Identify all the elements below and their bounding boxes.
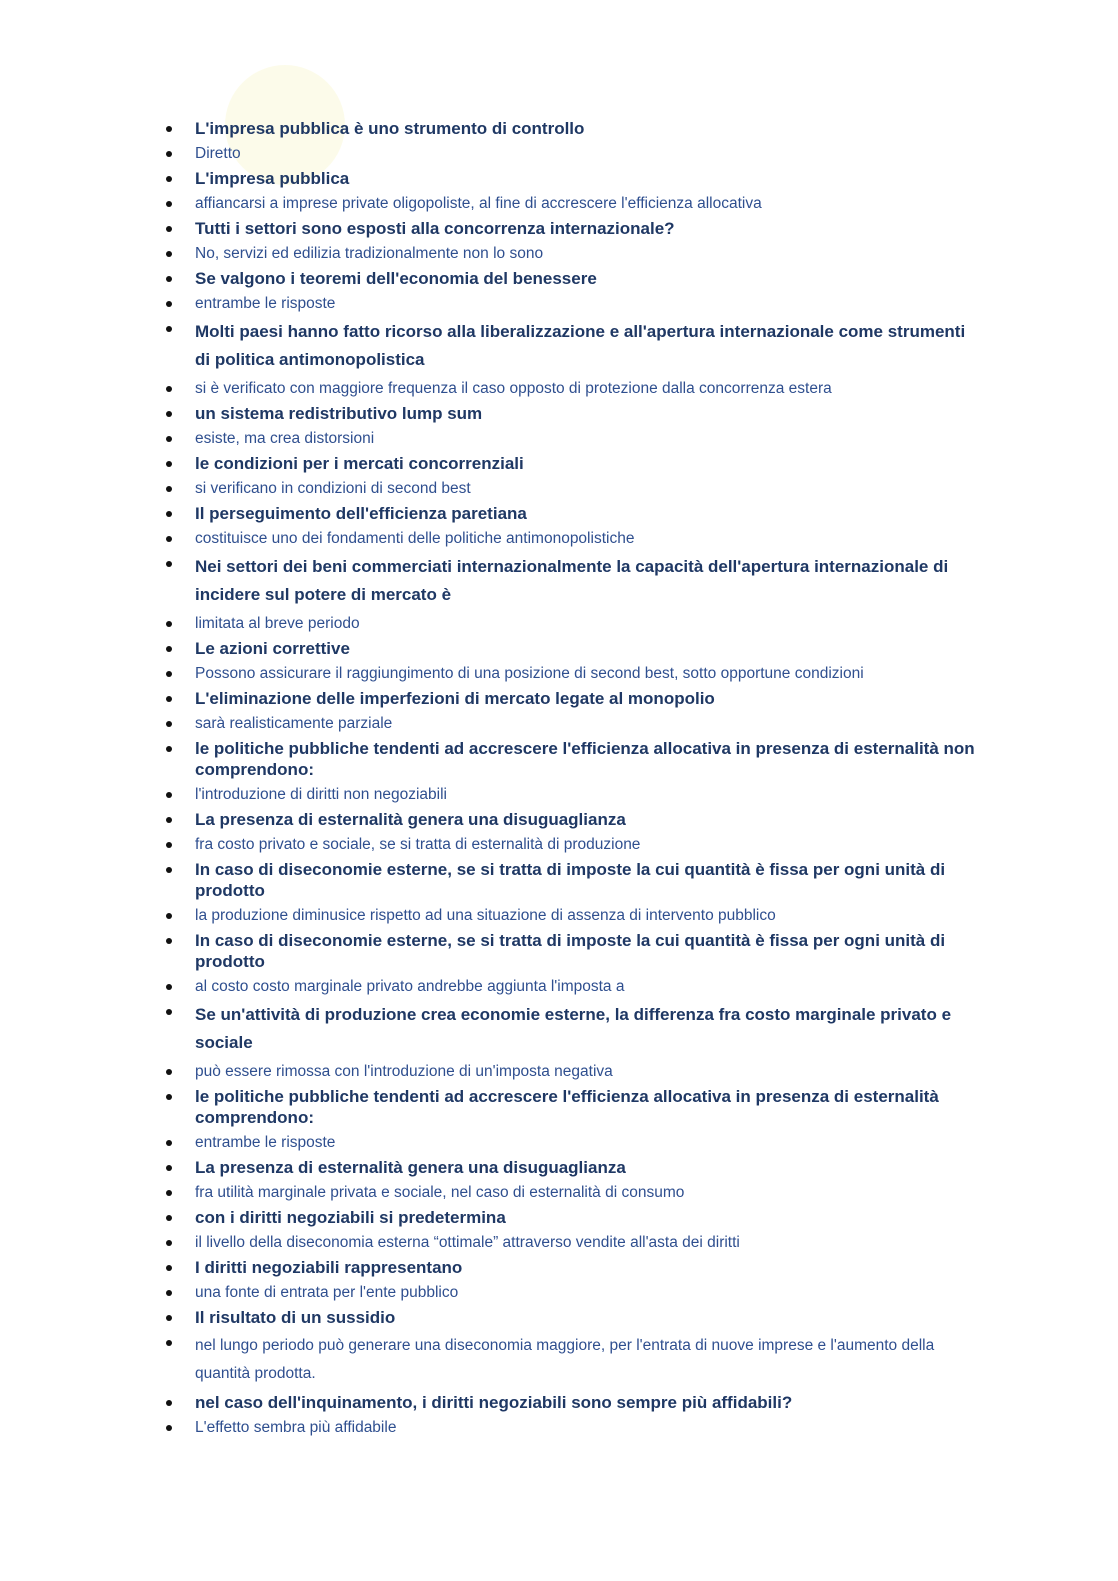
answer-item: limitata al breve periodo bbox=[160, 613, 980, 634]
question-item: Nei settori dei beni commerciati internazionalmente la capacità dell'apertura internazionale di incidere sul potere di mercato è bbox=[160, 553, 980, 609]
answer-item: si è verificato con maggiore frequenza il caso opposto di protezione dalla concorrenza estera bbox=[160, 378, 980, 399]
question-item: Il risultato di un sussidio bbox=[160, 1307, 980, 1328]
answer-item: Diretto bbox=[160, 143, 980, 164]
question-item: I diritti negoziabili rappresentano bbox=[160, 1257, 980, 1278]
question-item: le condizioni per i mercati concorrenziali bbox=[160, 453, 980, 474]
answer-item: nel lungo periodo può generare una diseconomia maggiore, per l'entrata di nuove imprese e l'aumento della quantità prodotta. bbox=[160, 1332, 980, 1388]
answer-item: L'effetto sembra più affidabile bbox=[160, 1417, 980, 1438]
answer-item: una fonte di entrata per l'ente pubblico bbox=[160, 1282, 980, 1303]
answer-item: l'introduzione di diritti non negoziabili bbox=[160, 784, 980, 805]
answer-item: Possono assicurare il raggiungimento di una posizione di second best, sotto opportune condizioni bbox=[160, 663, 980, 684]
question-item: L'impresa pubblica è uno strumento di controllo bbox=[160, 118, 980, 139]
answer-item: entrambe le risposte bbox=[160, 1132, 980, 1153]
question-item: un sistema redistributivo lump sum bbox=[160, 403, 980, 424]
question-item: In caso di diseconomie esterne, se si tratta di imposte la cui quantità è fissa per ogni unità di prodotto bbox=[160, 859, 980, 901]
question-item: Il perseguimento dell'efficienza paretiana bbox=[160, 503, 980, 524]
question-item: L'impresa pubblica bbox=[160, 168, 980, 189]
qa-list bbox=[160, 118, 980, 1442]
answer-item: il livello della diseconomia esterna “ottimale” attraverso vendite all'asta dei diritti bbox=[160, 1232, 980, 1253]
question-item: La presenza di esternalità genera una disuguaglianza bbox=[160, 1157, 980, 1178]
answer-item: la produzione diminusice rispetto ad una situazione di assenza di intervento pubblico bbox=[160, 905, 980, 926]
question-item: nel caso dell'inquinamento, i diritti negoziabili sono sempre più affidabili? bbox=[160, 1392, 980, 1413]
answer-item: può essere rimossa con l'introduzione di un'imposta negativa bbox=[160, 1061, 980, 1082]
question-item: La presenza di esternalità genera una disuguaglianza bbox=[160, 809, 980, 830]
question-item: Le azioni correttive bbox=[160, 638, 980, 659]
question-item: Tutti i settori sono esposti alla concorrenza internazionale? bbox=[160, 218, 980, 239]
answer-item: fra utilità marginale privata e sociale, nel caso di esternalità di consumo bbox=[160, 1182, 980, 1203]
answer-item: No, servizi ed edilizia tradizionalmente non lo sono bbox=[160, 243, 980, 264]
answer-item: affiancarsi a imprese private oligopoliste, al fine di accrescere l'efficienza allocativa bbox=[160, 193, 980, 214]
question-item: Molti paesi hanno fatto ricorso alla liberalizzazione e all'apertura internazionale come strumenti di politica antimonopolistica bbox=[160, 318, 980, 374]
question-item: con i diritti negoziabili si predetermina bbox=[160, 1207, 980, 1228]
answer-item: fra costo privato e sociale, se si tratta di esternalità di produzione bbox=[160, 834, 980, 855]
answer-item: al costo costo marginale privato andrebbe aggiunta l'imposta a bbox=[160, 976, 980, 997]
question-item: L'eliminazione delle imperfezioni di mercato legate al monopolio bbox=[160, 688, 980, 709]
question-item: Se un'attività di produzione crea economie esterne, la differenza fra costo marginale privato e sociale bbox=[160, 1001, 980, 1057]
question-item: In caso di diseconomie esterne, se si tratta di imposte la cui quantità è fissa per ogni unità di prodotto bbox=[160, 930, 980, 972]
answer-item: sarà realisticamente parziale bbox=[160, 713, 980, 734]
question-item: le politiche pubbliche tendenti ad accrescere l'efficienza allocativa in presenza di esternalità non comprendono: bbox=[160, 738, 980, 780]
question-item: Se valgono i teoremi dell'economia del benessere bbox=[160, 268, 980, 289]
answer-item: costituisce uno dei fondamenti delle politiche antimonopolistiche bbox=[160, 528, 980, 549]
answer-item: entrambe le risposte bbox=[160, 293, 980, 314]
answer-item: esiste, ma crea distorsioni bbox=[160, 428, 980, 449]
answer-item: si verificano in condizioni di second best bbox=[160, 478, 980, 499]
question-item: le politiche pubbliche tendenti ad accrescere l'efficienza allocativa in presenza di esternalità comprendono: bbox=[160, 1086, 980, 1128]
